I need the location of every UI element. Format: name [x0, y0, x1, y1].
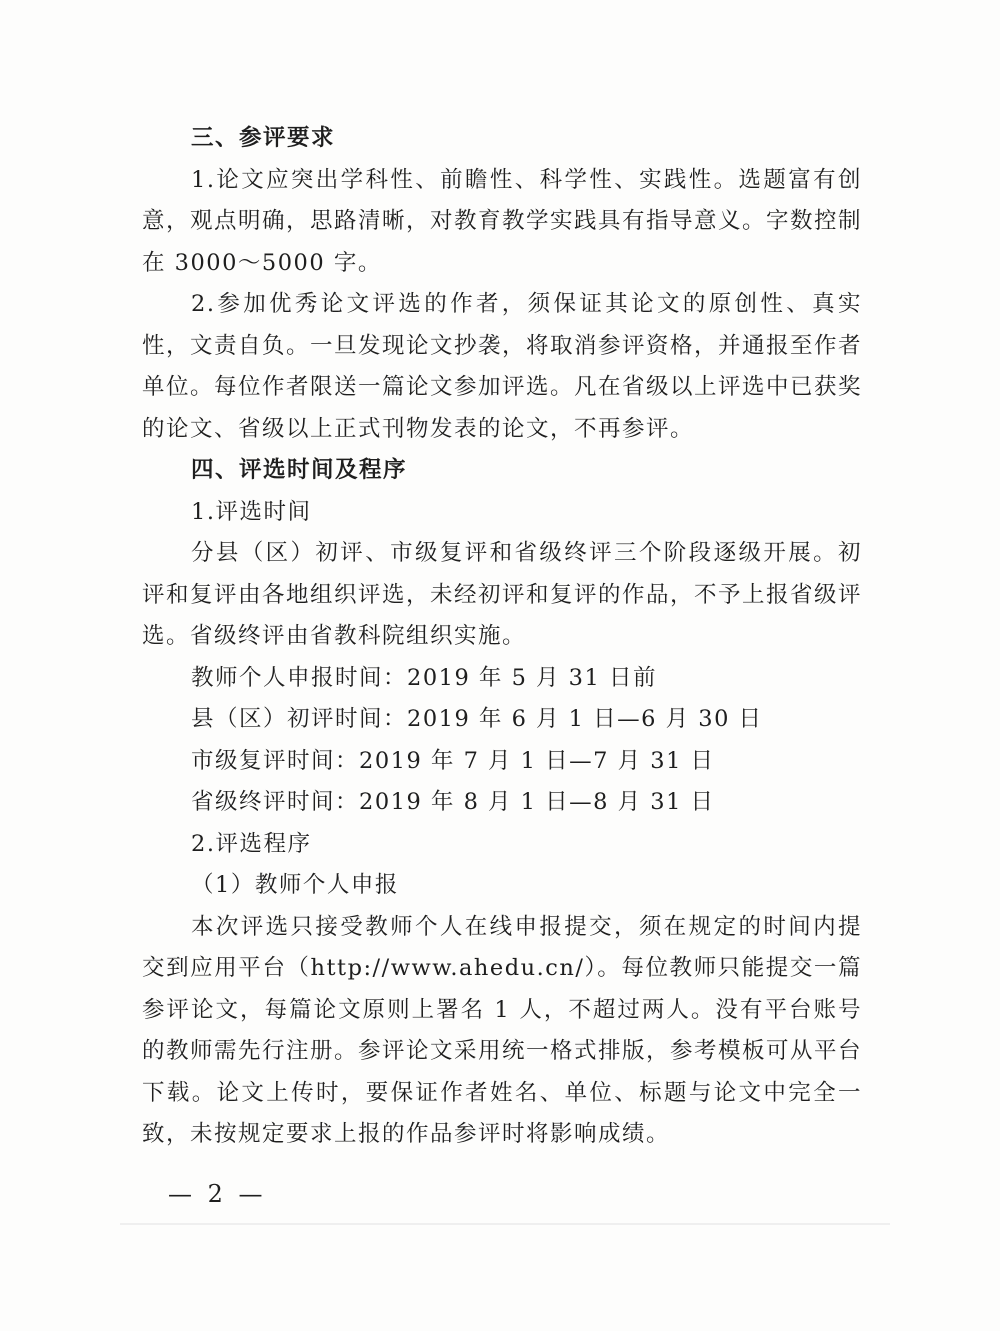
document-body [142, 118, 862, 1156]
schedule-item: 县（区）初评时间：2019 年 6 月 1 日—6 月 30 日 [191, 706, 763, 732]
subheading-evaluation-procedure: 2.评选程序 [191, 830, 312, 857]
schedule-item: 省级终评时间：2019 年 8 月 1 日—8 月 31 日 [191, 789, 715, 815]
schedule-item: 市级复评时间：2019 年 7 月 1 日—7 月 31 日 [191, 747, 715, 774]
schedule-item: 教师个人申报时间：2019 年 5 月 31 日前 [191, 664, 657, 691]
section4-paragraph-1: 分县（区）初评、市级复评和省级终评三个阶段逐级开展。初评和复评由各地组织评选，未经初评和复评的作品，不予上报省级评选。省级终评由省教科院组织实施。 [142, 540, 863, 649]
section4-paragraph-2: 本次评选只接受教师个人在线申报提交，须在规定的时间内提交到应用平台（http://www.ahedu.cn/）。每位教师只能提交一篇参评论文，每篇论文原则上署名 1 人，不超过两人。没有平台账号的教师需先行注册。参评论文采用统一格式排版，参考模板可从平台下载。论文上传时，要保证作者姓名、单位、标题与论文中完全一致，未按规定要求上报的作品参评时将影响成绩。 [142, 913, 863, 1147]
section3-heading: 三、参评要求 [191, 125, 336, 151]
section3-paragraph-2: 2.参加优秀论文评选的作者，须保证其论文的原创性、真实性，文责自负。一旦发现论文抄袭，将取消参评资格，并通报至作者单位。每位作者限送一篇论文参加评选。凡在省级以上评选中已获奖的论文、省级以上正式刊物发表的论文，不再参评。 [142, 291, 863, 442]
page-number: — 2 — [168, 1180, 267, 1208]
subheading-teacher-application: （1）教师个人申报 [191, 872, 399, 898]
section3-paragraph-1: 1.论文应突出学科性、前瞻性、科学性、实践性。选题富有创意，观点明确，思路清晰，对教育教学实践具有指导意义。字数控制在 3000～5000 字。 [142, 166, 863, 276]
scan-edge-mark [120, 1223, 890, 1225]
subheading-evaluation-time: 1.评选时间 [191, 498, 312, 525]
section4-heading: 四、评选时间及程序 [191, 457, 408, 483]
